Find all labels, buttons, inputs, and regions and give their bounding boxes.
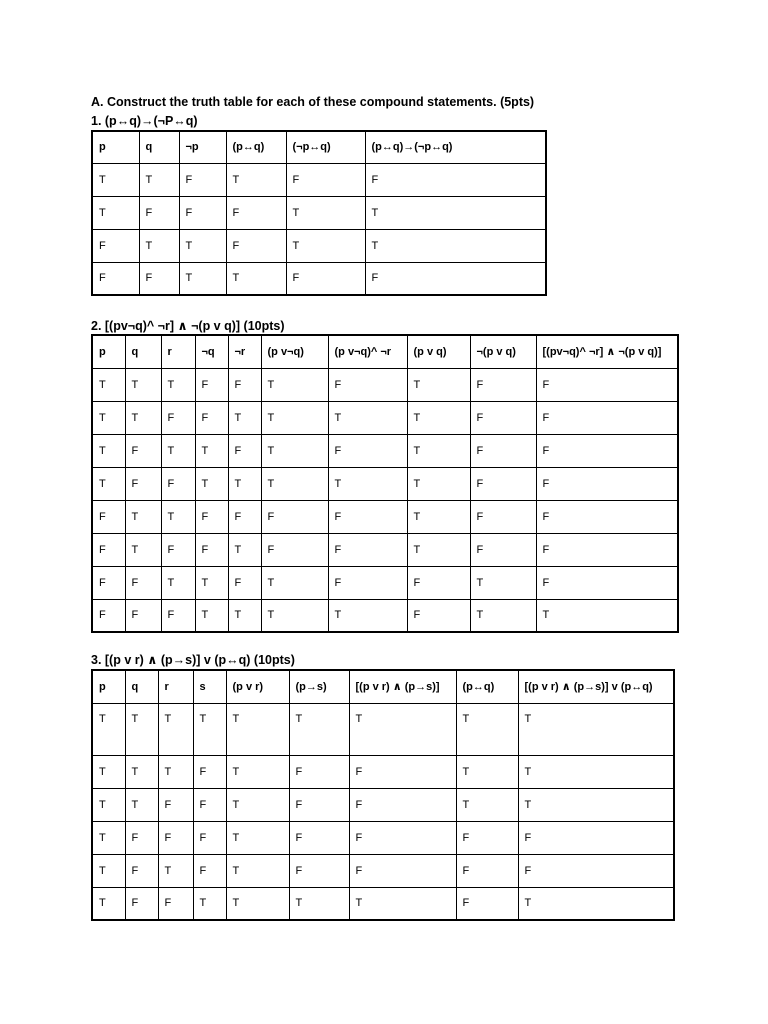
truth-value-cell: T [470, 566, 536, 599]
truth-value-cell: F [179, 163, 226, 196]
truth-value-cell: T [261, 368, 328, 401]
truth-value-cell: T [328, 401, 407, 434]
truth-value-cell: T [349, 703, 456, 755]
truth-value-cell: T [407, 533, 470, 566]
truth-value-cell: F [407, 566, 470, 599]
truth-value-cell: T [125, 368, 161, 401]
table-header-row [92, 131, 546, 163]
truth-value-cell: F [289, 854, 349, 887]
truth-value-cell: F [161, 467, 195, 500]
truth-value-cell: F [261, 533, 328, 566]
truth-value-cell: T [158, 854, 193, 887]
column-header: r [158, 670, 193, 703]
truth-value-cell: T [92, 821, 125, 854]
truth-value-cell: F [158, 821, 193, 854]
column-header: p [92, 131, 139, 163]
truth-value-cell: T [226, 854, 289, 887]
truth-value-cell: F [349, 788, 456, 821]
truth-value-cell: T [179, 229, 226, 262]
column-header: (p v r) [226, 670, 289, 703]
column-header: p [92, 335, 125, 368]
truth-value-cell: T [125, 533, 161, 566]
column-header: (¬p↔q) [286, 131, 365, 163]
table-row [92, 599, 678, 632]
truth-value-cell: F [536, 533, 678, 566]
table-header-row [92, 670, 674, 703]
truth-value-cell: T [349, 887, 456, 920]
truth-value-cell: T [139, 163, 179, 196]
truth-value-cell: T [195, 467, 228, 500]
truth-value-cell: T [286, 229, 365, 262]
column-header: (p↔q) [226, 131, 286, 163]
truth-value-cell: T [407, 401, 470, 434]
table-row [92, 755, 674, 788]
truth-value-cell: T [470, 599, 536, 632]
truth-value-cell: F [470, 368, 536, 401]
column-header: (p v¬q) [261, 335, 328, 368]
truth-value-cell: F [470, 467, 536, 500]
truth-value-cell: T [226, 788, 289, 821]
truth-value-cell: F [193, 854, 226, 887]
truth-value-cell: T [286, 196, 365, 229]
table-row [92, 163, 546, 196]
truth-value-cell: T [226, 821, 289, 854]
truth-value-cell: F [92, 566, 125, 599]
truth-value-cell: F [161, 533, 195, 566]
truth-value-cell: T [226, 703, 289, 755]
table-row [92, 401, 678, 434]
truth-value-cell: T [193, 887, 226, 920]
column-header: ¬p [179, 131, 226, 163]
truth-value-cell: F [289, 788, 349, 821]
truth-value-cell: F [328, 368, 407, 401]
column-header: [(pv¬q)^ ¬r] ∧ ¬(p v q)] [536, 335, 678, 368]
truth-value-cell: T [158, 703, 193, 755]
table-row [92, 788, 674, 821]
truth-value-cell: T [261, 566, 328, 599]
truth-value-cell: T [536, 599, 678, 632]
truth-value-cell: T [125, 755, 158, 788]
truth-value-cell: T [92, 854, 125, 887]
truth-value-cell: F [536, 401, 678, 434]
truth-value-cell: F [161, 401, 195, 434]
truth-value-cell: T [161, 500, 195, 533]
truth-value-cell: F [195, 533, 228, 566]
truth-value-cell: T [125, 500, 161, 533]
truth-value-cell: T [161, 434, 195, 467]
column-header: r [161, 335, 195, 368]
truth-value-cell: T [228, 401, 261, 434]
truth-value-cell: F [536, 467, 678, 500]
truth-value-cell: T [92, 401, 125, 434]
truth-value-cell: F [470, 401, 536, 434]
column-header: (p→s) [289, 670, 349, 703]
truth-value-cell: T [125, 703, 158, 755]
truth-value-cell: T [125, 401, 161, 434]
truth-value-cell: F [193, 755, 226, 788]
truth-value-cell: F [125, 467, 161, 500]
truth-value-cell: F [286, 262, 365, 295]
truth-value-cell: T [261, 434, 328, 467]
truth-value-cell: T [289, 887, 349, 920]
truth-value-cell: T [92, 755, 125, 788]
truth-value-cell: T [92, 703, 125, 755]
truth-value-cell: F [92, 229, 139, 262]
truth-value-cell: F [226, 196, 286, 229]
table-row [92, 229, 546, 262]
truth-value-cell: F [228, 566, 261, 599]
column-header: ¬r [228, 335, 261, 368]
truth-value-cell: F [365, 262, 546, 295]
truth-value-cell: T [407, 500, 470, 533]
truth-value-cell: F [193, 821, 226, 854]
truth-value-cell: F [470, 533, 536, 566]
truth-value-cell: T [92, 467, 125, 500]
truth-value-cell: T [92, 196, 139, 229]
truth-value-cell: F [289, 821, 349, 854]
truth-table-2 [91, 334, 679, 633]
truth-value-cell: T [407, 368, 470, 401]
column-header: (p↔q) [456, 670, 518, 703]
truth-value-cell: F [125, 887, 158, 920]
table-row [92, 500, 678, 533]
truth-value-cell: T [179, 262, 226, 295]
truth-value-cell: F [289, 755, 349, 788]
truth-value-cell: T [92, 788, 125, 821]
truth-value-cell: F [195, 500, 228, 533]
table-row [92, 821, 674, 854]
table-row [92, 467, 678, 500]
truth-value-cell: F [407, 599, 470, 632]
truth-value-cell: F [456, 854, 518, 887]
truth-value-cell: F [92, 533, 125, 566]
column-header: ¬q [195, 335, 228, 368]
column-header: (p↔q)→(¬p↔q) [365, 131, 546, 163]
truth-value-cell: T [456, 788, 518, 821]
truth-value-cell: F [179, 196, 226, 229]
table-header-row [92, 335, 678, 368]
truth-value-cell: F [456, 821, 518, 854]
truth-value-cell: T [518, 703, 674, 755]
truth-value-cell: F [125, 599, 161, 632]
truth-value-cell: F [195, 368, 228, 401]
truth-value-cell: T [92, 434, 125, 467]
truth-value-cell: F [328, 500, 407, 533]
table-row [92, 887, 674, 920]
truth-value-cell: T [92, 163, 139, 196]
truth-value-cell: F [349, 755, 456, 788]
column-header: q [125, 670, 158, 703]
truth-value-cell: T [365, 196, 546, 229]
column-header: [(p v r) ∧ (p→s)] v (p↔q) [518, 670, 674, 703]
truth-value-cell: T [407, 434, 470, 467]
table-row [92, 262, 546, 295]
truth-value-cell: F [286, 163, 365, 196]
truth-value-cell: T [328, 467, 407, 500]
truth-value-cell: F [365, 163, 546, 196]
truth-value-cell: F [470, 434, 536, 467]
truth-value-cell: F [518, 854, 674, 887]
truth-table-3 [91, 669, 675, 921]
truth-value-cell: T [407, 467, 470, 500]
truth-value-cell: T [125, 788, 158, 821]
truth-value-cell: F [92, 500, 125, 533]
column-header: p [92, 670, 125, 703]
table-1-title: 1. (p↔q)→(¬P↔q) [91, 114, 198, 128]
truth-value-cell: T [228, 467, 261, 500]
truth-value-cell: F [536, 434, 678, 467]
truth-value-cell: F [349, 854, 456, 887]
truth-value-cell: T [261, 599, 328, 632]
table-row [92, 854, 674, 887]
truth-value-cell: F [470, 500, 536, 533]
truth-value-cell: T [226, 262, 286, 295]
truth-value-cell: T [518, 887, 674, 920]
truth-value-cell: F [125, 434, 161, 467]
table-row [92, 703, 674, 755]
truth-value-cell: F [228, 434, 261, 467]
truth-value-cell: T [228, 533, 261, 566]
truth-value-cell: T [193, 703, 226, 755]
truth-value-cell: F [139, 262, 179, 295]
truth-value-cell: T [226, 163, 286, 196]
truth-value-cell: T [261, 467, 328, 500]
truth-value-cell: T [518, 788, 674, 821]
truth-value-cell: T [289, 703, 349, 755]
truth-value-cell: T [456, 755, 518, 788]
truth-value-cell: T [139, 229, 179, 262]
column-header: s [193, 670, 226, 703]
table-row [92, 533, 678, 566]
truth-value-cell: F [125, 821, 158, 854]
truth-value-cell: T [195, 434, 228, 467]
column-header: (p v q) [407, 335, 470, 368]
truth-value-cell: F [328, 434, 407, 467]
truth-value-cell: T [518, 755, 674, 788]
truth-value-cell: T [226, 755, 289, 788]
column-header: q [139, 131, 179, 163]
column-header: [(p v r) ∧ (p→s)] [349, 670, 456, 703]
truth-value-cell: F [228, 500, 261, 533]
truth-value-cell: F [536, 566, 678, 599]
truth-value-cell: F [139, 196, 179, 229]
truth-value-cell: F [456, 887, 518, 920]
truth-value-cell: T [92, 368, 125, 401]
truth-value-cell: F [518, 821, 674, 854]
truth-value-cell: F [125, 566, 161, 599]
truth-value-cell: T [228, 599, 261, 632]
truth-value-cell: T [161, 368, 195, 401]
truth-value-cell: T [456, 703, 518, 755]
truth-value-cell: T [158, 755, 193, 788]
truth-value-cell: F [92, 262, 139, 295]
truth-value-cell: T [161, 566, 195, 599]
truth-value-cell: F [228, 368, 261, 401]
truth-value-cell: F [261, 500, 328, 533]
column-header: ¬(p v q) [470, 335, 536, 368]
truth-value-cell: T [195, 599, 228, 632]
table-row [92, 434, 678, 467]
truth-value-cell: F [161, 599, 195, 632]
truth-value-cell: T [226, 887, 289, 920]
truth-value-cell: F [349, 821, 456, 854]
table-2-title: 2. [(pv¬q)^ ¬r] ∧ ¬(p v q)] (10pts) [91, 319, 285, 333]
truth-value-cell: F [536, 500, 678, 533]
truth-value-cell: F [158, 887, 193, 920]
truth-value-cell: T [92, 887, 125, 920]
truth-value-cell: F [193, 788, 226, 821]
truth-table-1 [91, 130, 547, 296]
table-row [92, 368, 678, 401]
truth-value-cell: F [536, 368, 678, 401]
truth-value-cell: F [328, 533, 407, 566]
truth-value-cell: T [365, 229, 546, 262]
column-header: (p v¬q)^ ¬r [328, 335, 407, 368]
truth-value-cell: T [261, 401, 328, 434]
column-header: q [125, 335, 161, 368]
truth-value-cell: F [195, 401, 228, 434]
instructions-heading: A. Construct the truth table for each of these compound statements. (5pts) [91, 95, 535, 109]
truth-value-cell: F [158, 788, 193, 821]
truth-value-cell: T [195, 566, 228, 599]
table-3-title: 3. [(p v r) ∧ (p→s)] v (p↔q) (10pts) [91, 653, 295, 667]
truth-value-cell: F [226, 229, 286, 262]
truth-value-cell: F [92, 599, 125, 632]
truth-value-cell: F [125, 854, 158, 887]
truth-value-cell: F [328, 566, 407, 599]
table-row [92, 196, 546, 229]
truth-value-cell: T [328, 599, 407, 632]
table-row [92, 566, 678, 599]
